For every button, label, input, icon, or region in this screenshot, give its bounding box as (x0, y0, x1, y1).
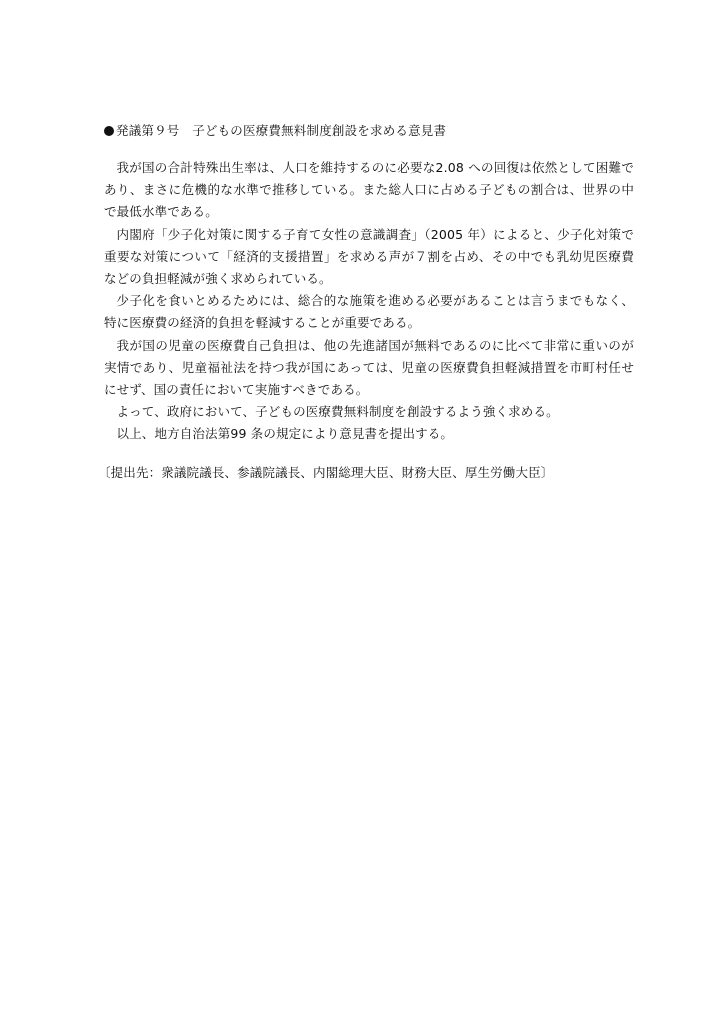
paragraph-submission-basis: 以上、地方自治法第99 条の規定により意見書を提出する。 (116, 426, 454, 442)
paragraph-burden: 我が国の児童の医療費自己負担は、他の先進諸国が無料であるのに比べて非常に重いのが実情であり、児童福祉法を持つ我が国にあっては、児童の医療費負担軽減措置を市町村任せにせず、国の責任において実施すべきである。 (104, 337, 634, 398)
document-title: 発議第９号 子どもの医療費無料制度創設を求める意見書 (116, 123, 447, 138)
document-content (98, 122, 634, 482)
paragraph-request: よって、政府において、子どもの医療費無料制度を創設するよう強く求める。 (116, 404, 559, 420)
document-title-line (104, 122, 634, 140)
document-body (104, 157, 634, 446)
submission-recipients: 〔提出先：衆議院議長、参議院議長、内閣総理大臣、財務大臣、厚生労働大臣〕 (98, 464, 554, 480)
paragraph-birthrate: 我が国の合計特殊出生率は、人口を維持するのに必要な2.08 への回復は依然として困難であり、まさに危機的な水準で推移している。また総人口に占める子どもの割合は、世界の中で最低水準である。 (104, 160, 634, 220)
bullet-icon (104, 126, 114, 136)
paragraph-measures: 少子化を食いとめるためには、総合的な施策を進める必要があることは言うまでもなく、特に医療費の経済的負担を軽減することが重要である。 (104, 293, 634, 331)
paragraph-survey: 内閣府「少子化対策に関する子育て女性の意識調査」（2005 年）によると、少子化対策で重要な対策について「経済的支援措置」を求める声が７割を占め、その中でも乳幼児医療費などの負担軽減が強く求められている。 (104, 226, 634, 287)
